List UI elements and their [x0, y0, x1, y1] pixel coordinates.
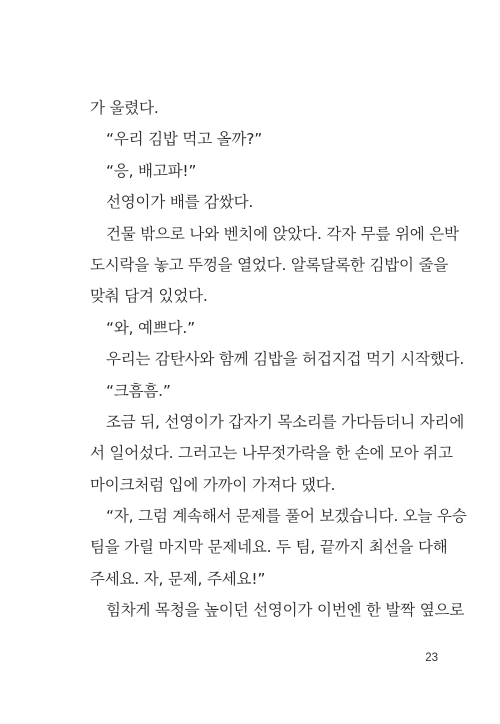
text-line: “크흠흠.”	[106, 381, 171, 400]
text-line: 가 울렸다.	[90, 99, 159, 117]
text-line: 맞춰 담겨 있었다.	[90, 287, 208, 306]
text-line: 건물 밖으로 나와 벤치에 앉았다. 각자 무릎 위에 은박	[106, 224, 459, 243]
text-line: 주세요. 자, 문제, 주세요!”	[90, 569, 266, 588]
text-line: 도시락을 놓고 뚜껑을 열었다. 알록달록한 김밥이 줄을	[90, 255, 449, 274]
text-line: “자, 그럼 계속해서 문제를 풀어 보겠습니다. 오늘 우승	[106, 507, 467, 526]
text-line: “응, 배고파!”	[106, 161, 197, 180]
text-line: 조금 뒤, 선영이가 갑자기 목소리를 가다듬더니 자리에	[106, 412, 465, 431]
text-line: 힘차게 목청을 높이던 선영이가 이번엔 한 발짝 옆으로	[106, 601, 465, 620]
text-line: “와, 예쁘다.”	[106, 318, 195, 337]
text-line: 마이크처럼 입에 가까이 가져다 댔다.	[90, 475, 336, 494]
text-line: “우리 김밥 먹고 올까?”	[106, 130, 263, 149]
text-line: 팀을 가릴 마지막 문제네요. 두 팀, 끝까지 최선을 다해	[90, 538, 448, 557]
text-line: 선영이가 배를 감쌌다.	[106, 193, 254, 212]
body-text	[90, 93, 467, 627]
text-line: 서 일어섰다. 그러고는 나무젓가락을 한 손에 모아 쥐고	[90, 444, 453, 463]
page-number: 23	[425, 652, 438, 664]
text-line: 우리는 감탄사와 함께 김밥을 허겁지겁 먹기 시작했다.	[106, 350, 465, 369]
